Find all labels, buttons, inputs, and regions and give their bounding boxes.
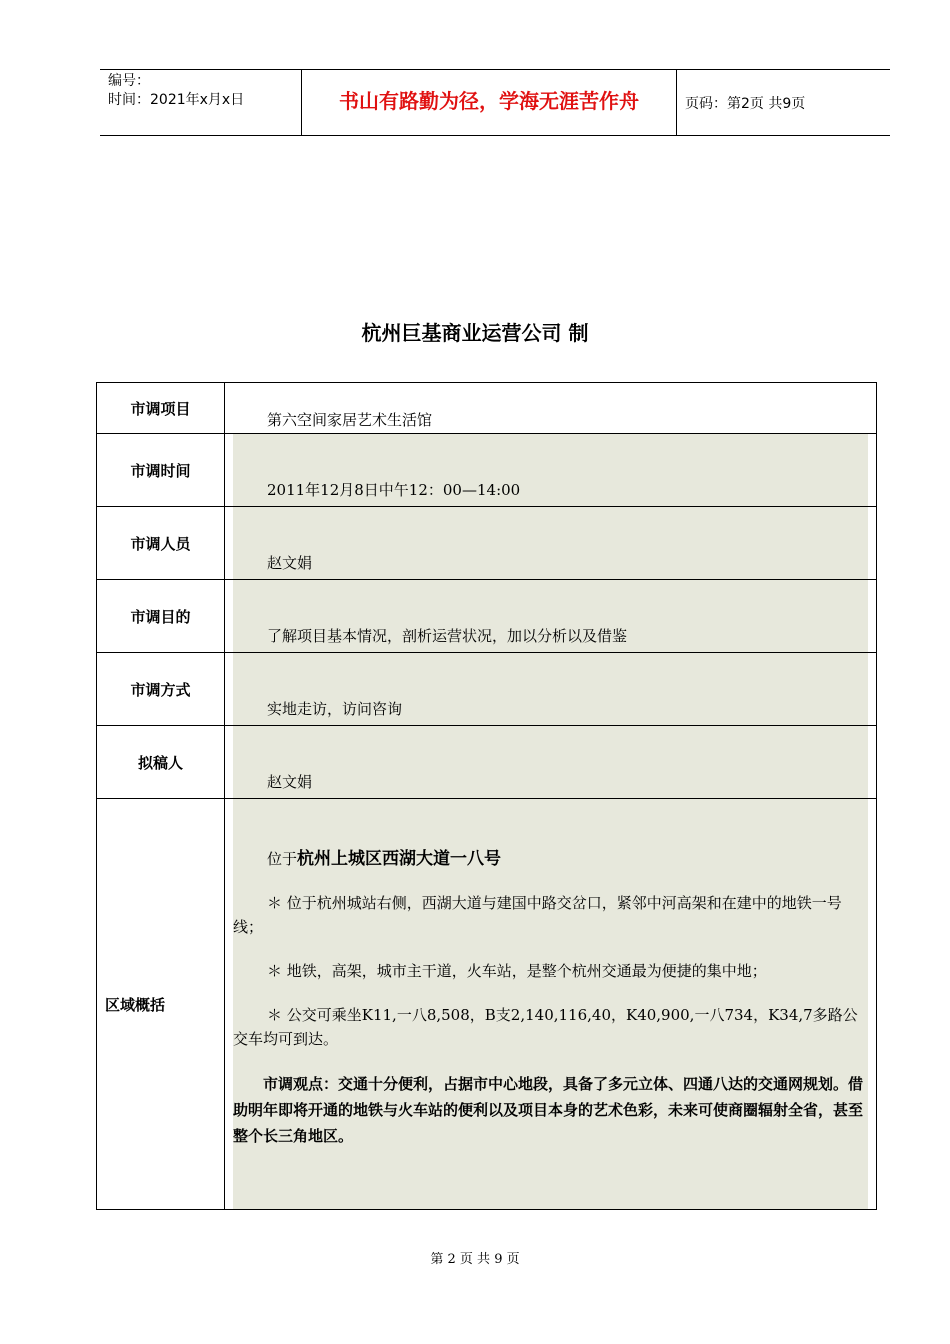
- row-value-cell: [225, 434, 877, 507]
- row-value-cell: [225, 726, 877, 799]
- table-row: [97, 507, 877, 580]
- document-title: 杭州巨基商业运营公司 制: [361, 321, 589, 345]
- table-row: [97, 726, 877, 799]
- page-footer: 第 2 页 共 9 页: [430, 1252, 520, 1267]
- row-label: 市调方式: [97, 653, 225, 726]
- row-label: 拟稿人: [97, 726, 225, 799]
- row-value-cell: [225, 507, 877, 580]
- row-value: 2011年12月8日中午12：00—14:00: [267, 481, 521, 499]
- header-divider-right: [676, 69, 677, 136]
- row-value: 实地走访，访问咨询: [267, 700, 403, 718]
- row-label: 市调项目: [97, 383, 225, 434]
- bullet-item: ＊ 地铁，高架，城市主干道，火车站，是整个杭州交通最为便捷的集中地；: [267, 962, 767, 980]
- location-address: 杭州上城区西湖大道一八号: [297, 849, 502, 869]
- table-row: [97, 434, 877, 507]
- shaded-field: [233, 726, 868, 798]
- table-row: [97, 580, 877, 653]
- survey-opinion: 市调观点：交通十分便利，占据市中心地段，具备了多元立体、四通八达的交通网规划。借助明年即将开通的地铁与火车站的便利以及项目本身的艺术色彩，未来可使商圈辐射全省，甚至整个长三角地区。: [233, 1075, 864, 1145]
- location-line: [233, 847, 866, 871]
- table-row: [97, 383, 877, 434]
- row-value: 第六空间家居艺术生活馆: [267, 411, 433, 429]
- row-value-cell: [225, 383, 877, 434]
- row-label: 区域概括: [97, 799, 225, 1210]
- survey-table: [96, 382, 877, 1210]
- header-bottom-rule: [100, 135, 890, 136]
- location-prefix: 位于: [267, 850, 298, 868]
- row-label: 市调目的: [97, 580, 225, 653]
- bullet-item: ＊ 位于杭州城站右侧，西湖大道与建国中路交岔口，紧邻中河高架和在建中的地铁一号线；: [233, 894, 842, 936]
- row-value: 赵文娟: [267, 554, 313, 572]
- header-top-rule: [100, 69, 890, 70]
- row-value-cell: [225, 653, 877, 726]
- date-label: 时间：2021年x月x日: [108, 92, 245, 108]
- row-label: 市调时间: [97, 434, 225, 507]
- region-content: [225, 799, 876, 1209]
- page-label: 页码：第2页 共9页: [685, 96, 806, 112]
- row-value-cell: [225, 580, 877, 653]
- table-row: [97, 799, 877, 1210]
- region-cell: [225, 799, 877, 1210]
- shaded-field: [233, 507, 868, 579]
- header-motto: 书山有路勤为径，学海无涯苦作舟: [339, 89, 639, 113]
- row-label: 市调人员: [97, 507, 225, 580]
- row-value: 了解项目基本情况，剖析运营状况，加以分析以及借鉴: [267, 627, 628, 645]
- bullet-item: ＊ 公交可乘坐K11,一八8,508，B支2,140,116,40，K40,900,一八734，K34,7多路公交车均可到达。: [233, 1006, 858, 1048]
- serial-label: 编号：: [108, 73, 150, 89]
- row-value: 赵文娟: [267, 773, 313, 791]
- table-row: [97, 653, 877, 726]
